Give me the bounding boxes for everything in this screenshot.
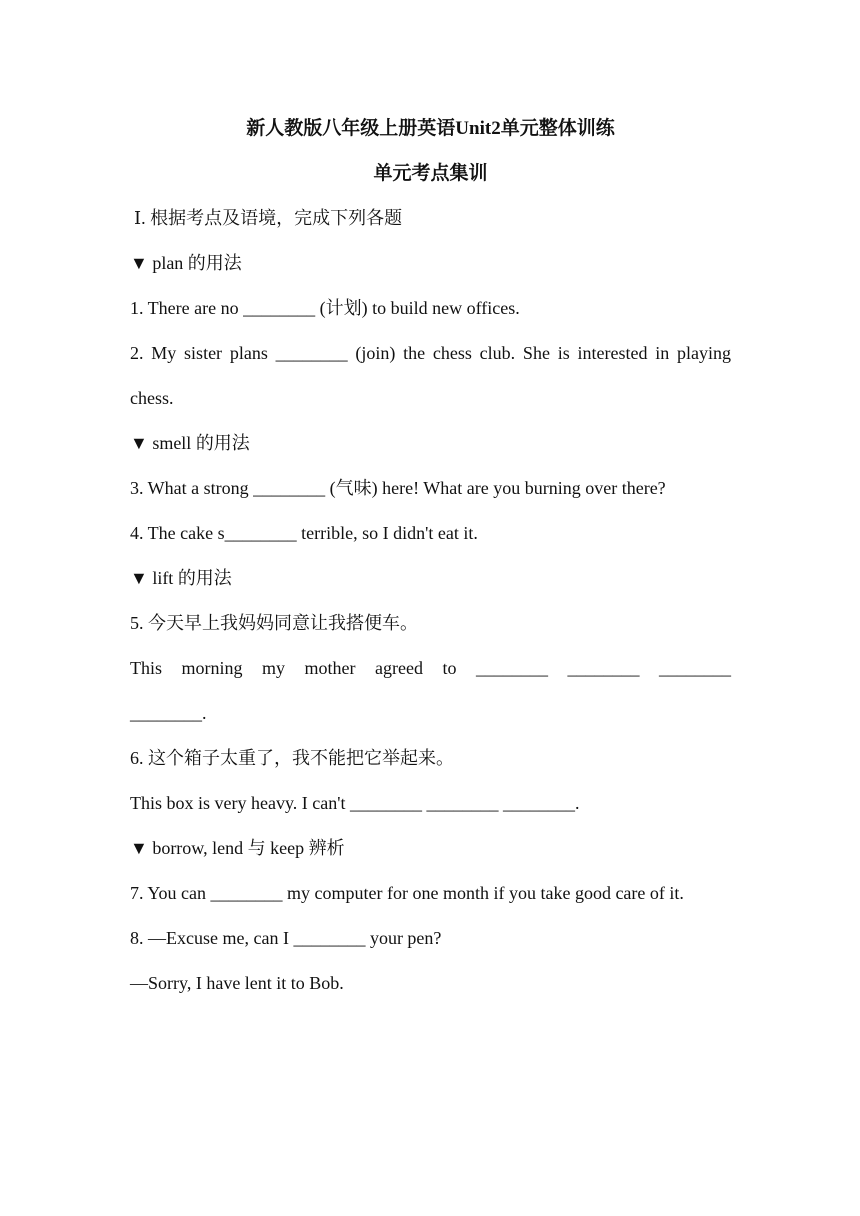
exercise-item-1: 1. There are no ________ (计划) to build new offices. bbox=[130, 298, 520, 318]
document-title: 新人教版八年级上册英语Unit2单元整体训练 bbox=[246, 118, 615, 139]
exercise-item-6-chinese: 6. 这个箱子太重了，我不能把它举起来。 bbox=[130, 748, 454, 768]
exercise-item-3: 3. What a strong ________ (气味) here! What are you burning over there? bbox=[130, 478, 666, 498]
section-heading: Ⅰ. 根据考点及语境，完成下列各题 bbox=[134, 208, 403, 228]
topic-heading-lift: ▼ lift 的用法 bbox=[130, 568, 232, 588]
exercise-item-4: 4. The cake s________ terrible, so I didn't eat it. bbox=[130, 523, 478, 543]
exercise-item-6-english: This box is very heavy. I can't ________ ________ ________. bbox=[130, 793, 580, 813]
document-subtitle: 单元考点集训 bbox=[373, 163, 488, 184]
exercise-item-2: 2. My sister plans ________ (join) the chess club. She is interested in playing chess. bbox=[130, 343, 731, 408]
exercise-item-5-continuation: ________. bbox=[130, 703, 207, 723]
topic-heading-smell: ▼ smell 的用法 bbox=[130, 433, 250, 453]
exercise-item-8-question: 8. —Excuse me, can I ________ your pen? bbox=[130, 928, 442, 948]
exercise-item-8-answer: —Sorry, I have lent it to Bob. bbox=[130, 973, 344, 993]
topic-heading-plan: ▼ plan 的用法 bbox=[130, 253, 242, 273]
topic-heading-borrow-lend-keep: ▼ borrow, lend 与 keep 辨析 bbox=[130, 838, 345, 858]
exercise-item-5-chinese: 5. 今天早上我妈妈同意让我搭便车。 bbox=[130, 613, 418, 633]
exercise-item-5-english: This morning my mother agreed to ________ ________ ________ bbox=[130, 658, 731, 678]
exercise-item-7: 7. You can ________ my computer for one month if you take good care of it. bbox=[130, 883, 684, 903]
document-page bbox=[130, 106, 731, 1006]
